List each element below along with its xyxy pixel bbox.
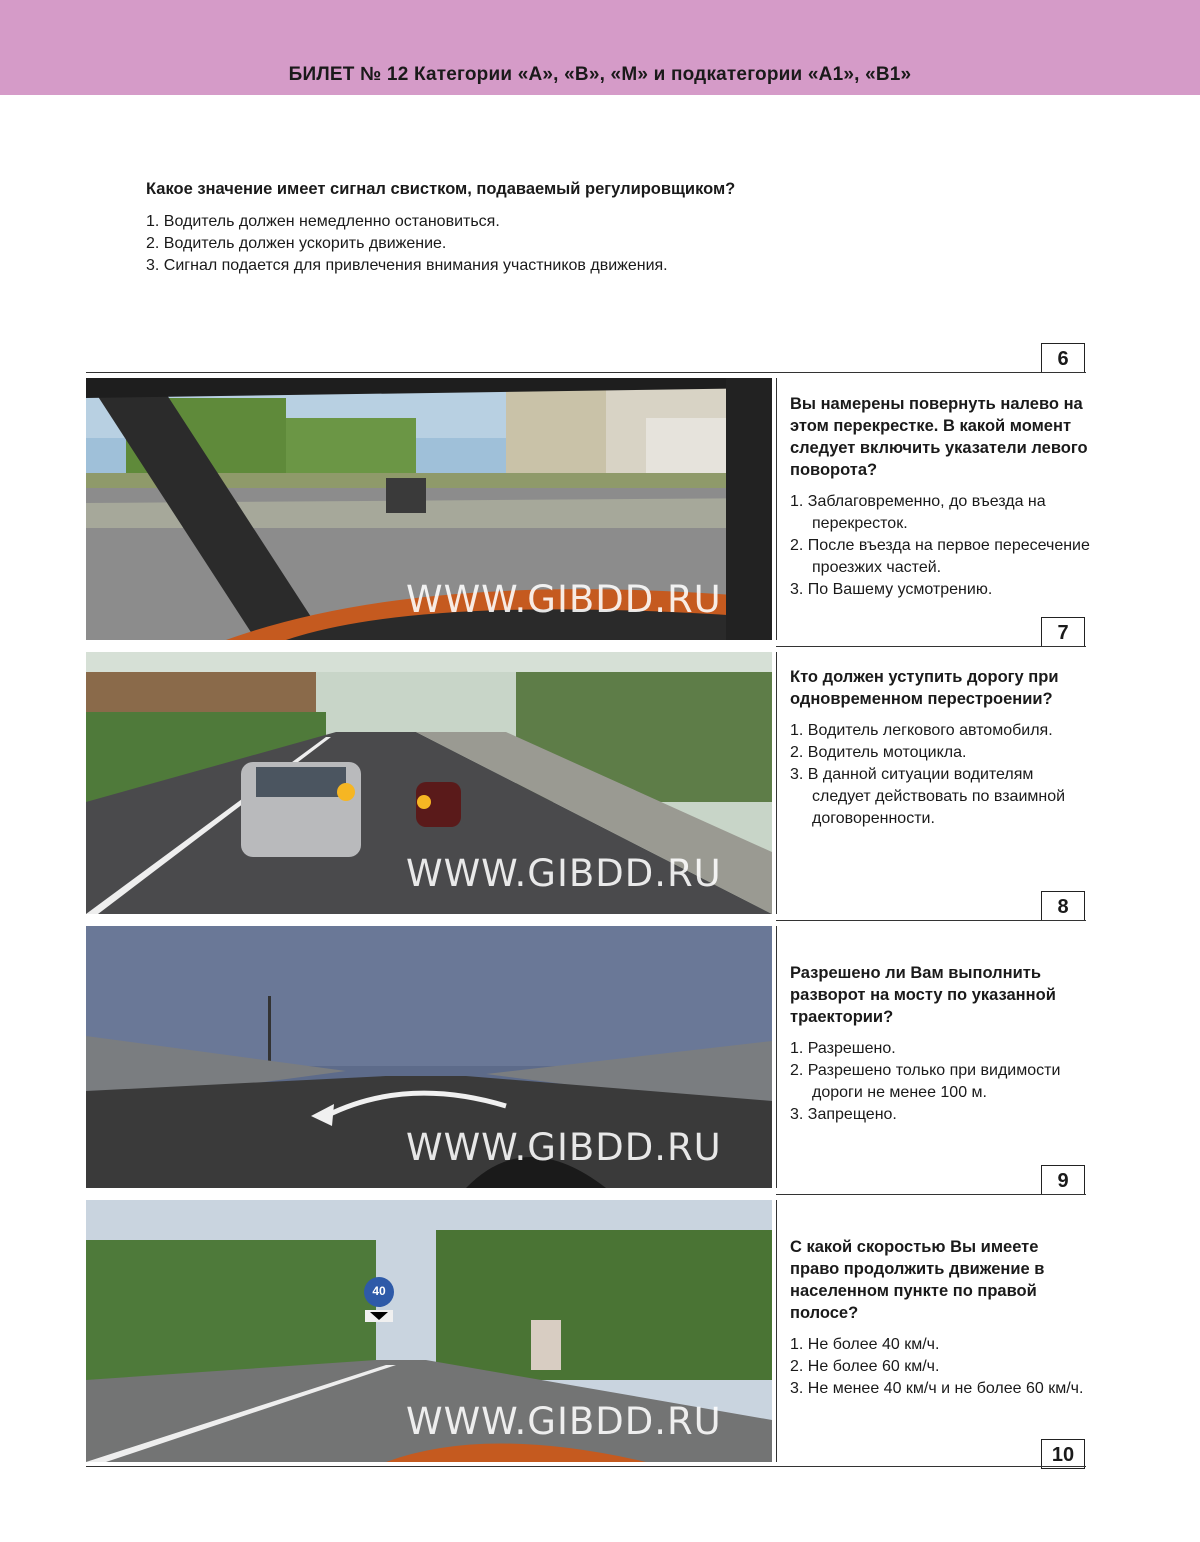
question-text: С какой скоростью Вы имеете право продолжить движение в населенном пункте по правой полосе? (790, 1238, 1045, 1322)
page-header (0, 0, 1200, 95)
question-text: Кто должен уступить дорогу при одновременном перестроении? (790, 668, 1059, 708)
watermark: WWW.GIBDD.RU (406, 578, 722, 621)
photo-avenue (86, 1200, 772, 1462)
answer-2: 2. После въезда на первое пересечение проезжих частей. (790, 537, 1090, 576)
divider (776, 1200, 777, 1462)
answer-1: 1. Не более 40 км/ч. (790, 1336, 940, 1353)
question-6 (790, 393, 1090, 601)
question-7 (790, 666, 1090, 830)
watermark: WWW.GIBDD.RU (406, 852, 722, 895)
divider (776, 926, 777, 1188)
divider (86, 372, 1086, 373)
divider (776, 1194, 1086, 1195)
answer-3: 3. Запрещено. (790, 1106, 897, 1123)
answer-2: 2. Водитель должен ускорить движение. (146, 235, 447, 252)
answer-2: 2. Разрешено только при видимости дороги не менее 100 м. (790, 1062, 1061, 1101)
question-number-8: 8 (1041, 891, 1085, 921)
photo-lane-change (86, 652, 772, 914)
divider (776, 920, 1086, 921)
question-number-9: 9 (1041, 1165, 1085, 1195)
photo-intersection (86, 378, 772, 640)
question-text: Вы намерены повернуть налево на этом перекрестке. В какой момент следует включить указатели левого поворота? (790, 395, 1088, 479)
answer-3: 3. В данной ситуации водителям следует действовать по взаимной договоренности. (790, 766, 1066, 827)
answer-1: 1. Водитель легкового автомобиля. (790, 722, 1053, 739)
question-number-6: 6 (1041, 343, 1085, 373)
answer-1: 1. Заблаговременно, до въезда на перекресток. (790, 493, 1046, 532)
divider (776, 378, 777, 640)
answer-3: 3. Не менее 40 км/ч и не более 60 км/ч. (790, 1380, 1084, 1397)
divider (776, 646, 1086, 647)
question-text: Какое значение имеет сигнал свистком, подаваемый регулировщиком? (146, 180, 736, 198)
question-5 (146, 180, 1096, 277)
divider (776, 652, 777, 914)
ticket-title: БИЛЕТ № 12 Категории «А», «В», «М» и подкатегории «А1», «В1» (288, 64, 912, 85)
answer-3: 3. По Вашему усмотрению. (790, 581, 993, 598)
question-number-10: 10 (1041, 1439, 1085, 1469)
answer-1: 1. Разрешено. (790, 1040, 896, 1057)
watermark: WWW.GIBDD.RU (406, 1400, 722, 1443)
answer-2: 2. Не более 60 км/ч. (790, 1358, 940, 1375)
question-number-7: 7 (1041, 617, 1085, 647)
question-text: Разрешено ли Вам выполнить разворот на мосту по указанной траектории? (790, 964, 1056, 1026)
question-8 (790, 962, 1090, 1126)
answer-3: 3. Сигнал подается для привлечения внимания участников движения. (146, 257, 668, 274)
answer-2: 2. Водитель мотоцикла. (790, 744, 967, 761)
watermark: WWW.GIBDD.RU (406, 1126, 722, 1169)
photo-bridge (86, 926, 772, 1188)
divider (86, 1466, 1086, 1467)
question-9 (790, 1236, 1090, 1400)
answer-1: 1. Водитель должен немедленно остановиться. (146, 213, 500, 230)
speed-limit-sign: 40 (372, 1284, 386, 1298)
